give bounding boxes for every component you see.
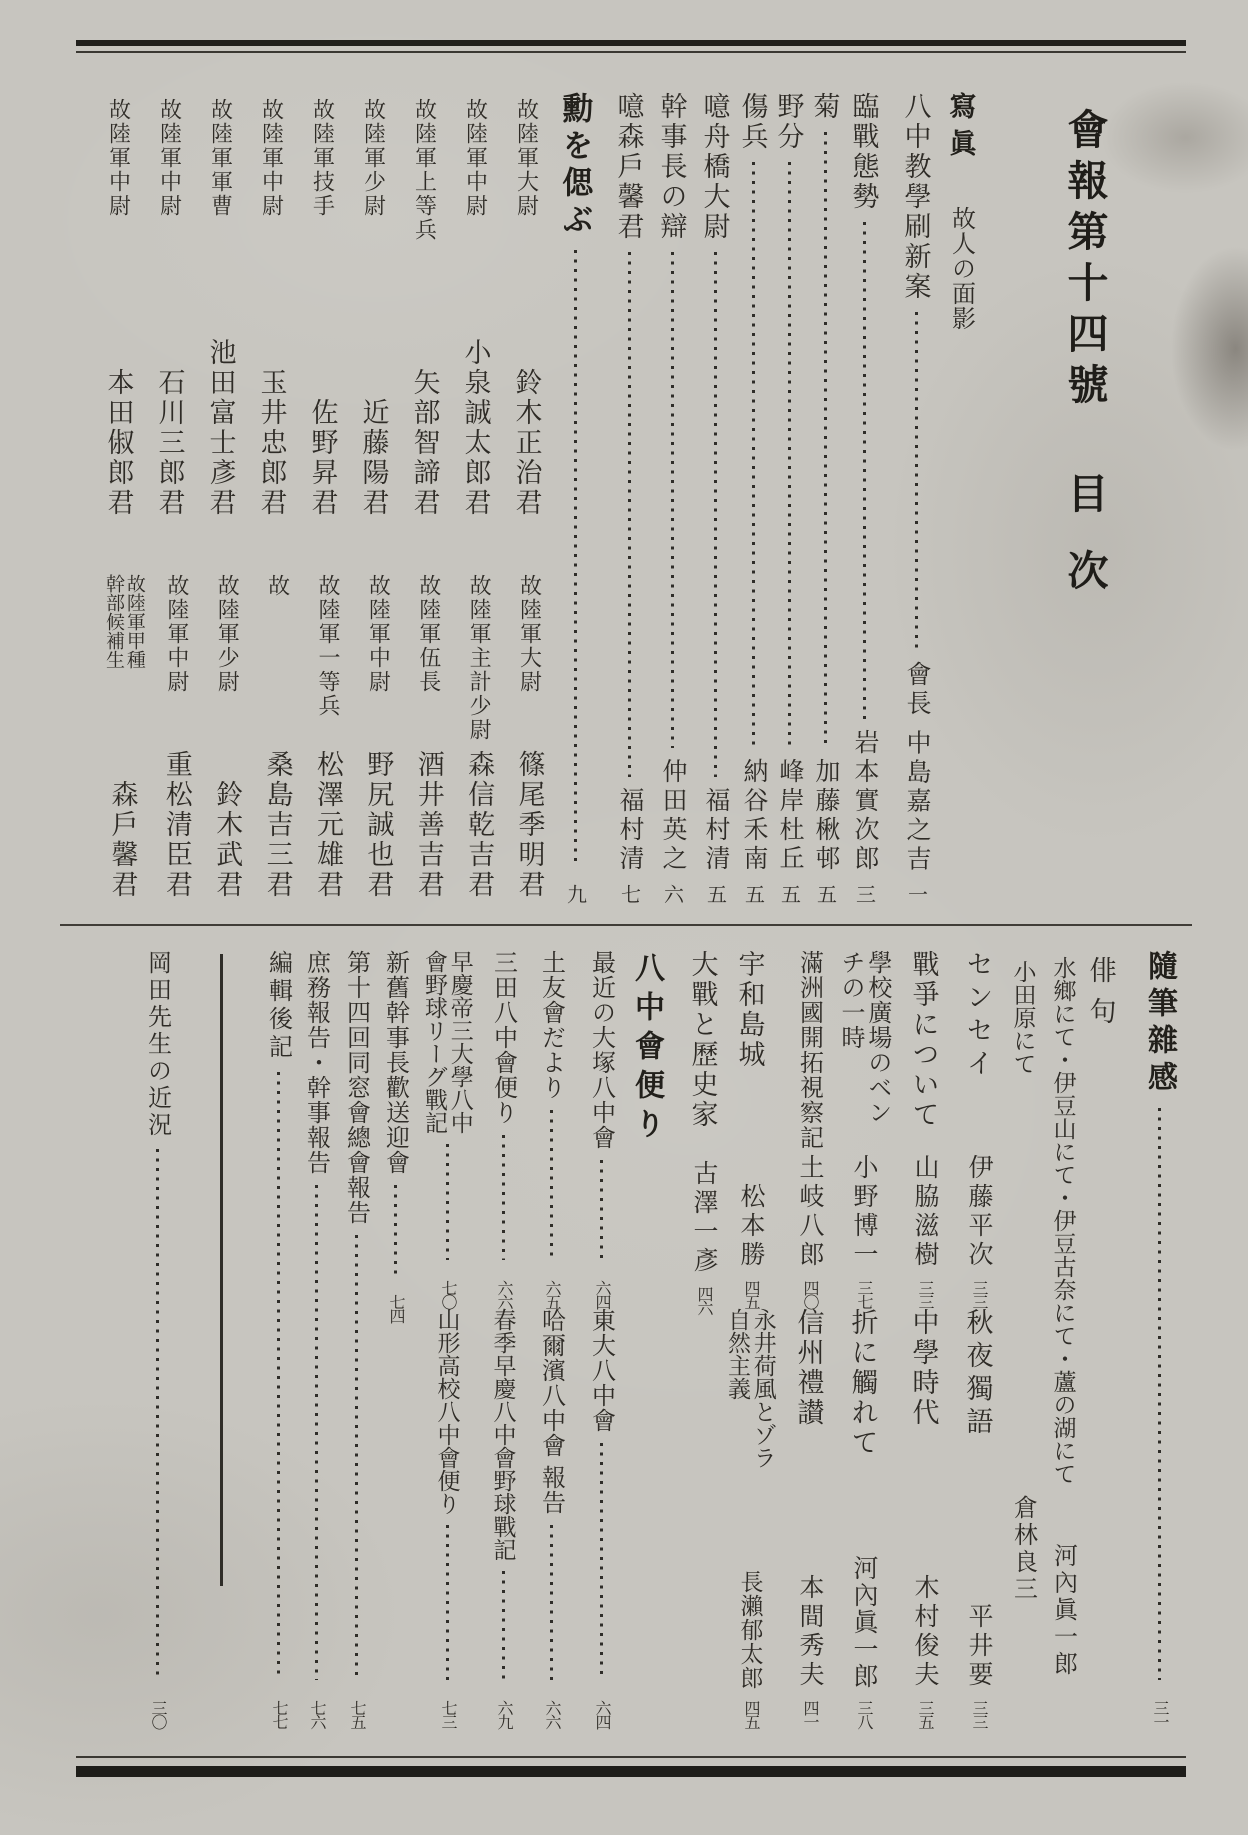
memorial-rank: 故 <box>265 574 291 598</box>
essay-title: 折に觸れて <box>847 1307 878 1458</box>
club-page: 六五 <box>543 1279 560 1308</box>
memorial-rank: 故陸軍一等兵 <box>316 574 341 718</box>
club-page: 六六 <box>495 1279 512 1308</box>
dotted-leader <box>315 1185 318 1680</box>
entry-title: 噫舟橋大尉 <box>699 92 730 242</box>
essay-author: 山脇滋樹 <box>911 1153 938 1270</box>
memorial-rank: 故陸軍伍長 <box>416 574 442 694</box>
toc-entry <box>651 92 693 904</box>
essay-entry-column <box>725 950 776 1728</box>
contents-label: 目次 <box>1061 472 1108 626</box>
memorial-heading-page: 九 <box>563 884 586 904</box>
entry-page: 三 <box>852 884 875 904</box>
entry-title: 幹事長の辯 <box>656 92 687 242</box>
club-title: 新舊幹事長歡送迎會 <box>381 950 408 1175</box>
memorial-rank: 故陸軍中尉 <box>463 98 489 218</box>
memorial-entry <box>155 574 199 900</box>
entry-author: 福村清 <box>616 787 643 874</box>
essay-page: 四〇 <box>801 1279 818 1308</box>
haiku-poem-titles: 水鄉にて・伊豆山にて・伊豆古奈にて・蘆の湖にて <box>1050 956 1076 1485</box>
essay-entry-column <box>903 950 945 1728</box>
memorial-name: 森戶馨君 <box>107 780 138 900</box>
memorial-rank: 故陸軍中尉 <box>157 98 183 218</box>
essay-title: 中學時代 <box>908 1307 939 1428</box>
club-entry-column <box>257 950 299 1728</box>
essay-entry <box>724 1308 776 1728</box>
essay-page: 四五 <box>742 1279 759 1308</box>
dotted-leader <box>1158 1108 1161 1680</box>
memorial-entry <box>301 98 345 518</box>
club-title: 哈爾濱八中會 報告 <box>537 1307 564 1515</box>
dotted-leader <box>752 162 755 748</box>
essay-entry-column <box>787 950 831 1728</box>
essay-entry <box>731 950 770 1308</box>
club-page: 七四 <box>387 1294 404 1322</box>
memorial-name: 重松清臣君 <box>161 750 192 900</box>
essay-page: 三三 <box>970 1700 987 1728</box>
memorial-rank: 故陸軍中尉 <box>106 98 132 218</box>
essay-title: 戰爭について <box>908 950 939 1130</box>
memorial-entry <box>505 98 549 518</box>
memorial-entry <box>307 574 351 900</box>
club-title: 編輯後記 <box>264 950 291 1062</box>
club-entry <box>421 950 473 1308</box>
entry-author: 仲田英之 <box>659 758 686 874</box>
dotted-leader <box>714 252 717 777</box>
club-entry <box>534 950 569 1308</box>
memorial-name: 森信乾吉君 <box>464 750 495 900</box>
club-entry-column <box>295 950 337 1728</box>
memorial-rank: 故陸軍大尉 <box>517 574 543 694</box>
toc-lower-page <box>95 950 1185 1770</box>
essay-page: 四六 <box>695 1286 712 1314</box>
memorial-name: 玉井忠郎君 <box>256 368 287 518</box>
toc-entry <box>843 92 885 904</box>
memorial-entry <box>403 98 447 518</box>
club-section-heading-column <box>621 952 671 1252</box>
club-page: 六六 <box>543 1700 560 1728</box>
club-section-heading: 八中會便り <box>630 952 663 1147</box>
essay-author: 木村俊夫 <box>911 1574 938 1690</box>
entry-title: 臨戰態勢 <box>848 92 879 212</box>
memorial-rank: 故陸軍軍曹 <box>208 98 234 218</box>
club-page: 六九 <box>495 1700 512 1728</box>
haiku-poet2: 倉林良三 <box>1009 1494 1036 1603</box>
essay-entry <box>844 1308 883 1728</box>
club-page: 六四 <box>593 1279 610 1308</box>
photo-caption: 故人の面影 <box>947 206 974 331</box>
photo-label: 寫眞 <box>945 92 976 166</box>
memorial-entry <box>458 574 502 900</box>
entry-page: 五 <box>777 884 800 904</box>
entry-title: 傷兵 <box>737 92 768 152</box>
memorial-entry <box>407 574 451 900</box>
essay-title: 大戰と歷史家 <box>687 950 718 1130</box>
entry-page: 五 <box>813 884 836 904</box>
entry-author: 加藤楸邨 <box>812 758 839 874</box>
club-entry-column <box>335 950 377 1728</box>
essay-author: 松本勝 <box>737 1182 764 1270</box>
essay-entry <box>791 950 827 1308</box>
memorial-rank: 故陸軍主計少尉 <box>467 574 493 742</box>
club-title: 三田八中會便り <box>489 950 516 1125</box>
top-rule-thick <box>76 40 1186 46</box>
memorial-name: 矢部智諦君 <box>409 368 440 518</box>
essay-title: 學校廣場のベン チの一時 <box>837 950 890 1125</box>
club-entry <box>299 950 334 1728</box>
essay-section-heading: 隨筆雜感 <box>1143 950 1176 1098</box>
club-page: 七〇 <box>439 1279 456 1308</box>
essay-author: 平井要 <box>965 1603 992 1690</box>
club-title: 東大八中會 <box>587 1307 614 1433</box>
entry-title: 噫森戶馨君 <box>613 92 644 242</box>
memorial-heading-column <box>547 92 603 904</box>
okada-entry-column <box>135 950 179 1728</box>
memorial-entry <box>256 574 300 900</box>
dotted-leader <box>355 1235 358 1680</box>
journal-title: 會報第十四號 <box>1061 108 1108 414</box>
club-title: 最近の大塚八中會 <box>587 950 614 1150</box>
memorial-entry <box>97 98 141 518</box>
toc-entry <box>769 92 809 904</box>
haiku-label: 俳句 <box>1085 956 1116 1038</box>
memorial-rank: 故陸軍中尉 <box>164 574 190 694</box>
essay-entry <box>905 1308 944 1728</box>
essay-page: 三三 <box>970 1279 987 1308</box>
section-divider-vertical-rule <box>220 954 223 1586</box>
essay-section-page: 三一 <box>1151 1700 1168 1728</box>
memorial-name: 石川三郎君 <box>154 368 185 518</box>
memorial-name: 酒井善吉君 <box>413 750 444 900</box>
essay-author: 長瀨郁太郎 <box>737 1570 763 1690</box>
dotted-leader <box>502 1571 505 1680</box>
club-entry <box>534 1308 569 1728</box>
club-entry <box>339 950 374 1728</box>
club-entry-column <box>373 950 417 1322</box>
memorial-rank: 故陸軍中尉 <box>259 98 285 218</box>
memorial-entry <box>148 98 192 518</box>
entry-title: 菊 <box>809 92 840 122</box>
toc-entry <box>805 92 845 904</box>
entry-title: 八中教學刷新案 <box>900 92 931 302</box>
entry-author: 會長 中島嘉之吉 <box>903 660 930 874</box>
toc-entry <box>733 92 773 904</box>
okada-page: 三〇 <box>149 1700 166 1728</box>
entry-page: 七 <box>617 884 640 904</box>
entry-author: 峰岸杜丘 <box>776 758 803 874</box>
essay-page: 三五 <box>916 1700 933 1728</box>
club-entry <box>261 950 296 1728</box>
okada-title: 岡田先生の近況 <box>143 950 170 1139</box>
essay-title: 信州禮讃 <box>793 1307 824 1428</box>
club-title: 早慶帝三大學八中 會野球リーグ戰記 <box>422 950 473 1134</box>
club-title: 春季早慶八中會野球戰記 <box>490 1307 516 1561</box>
memorial-rank: 故陸軍上等兵 <box>412 98 438 242</box>
dotted-leader <box>628 252 631 777</box>
memorial-rank: 故陸軍甲種 幹部候補生 <box>103 574 145 669</box>
memorial-name: 鈴木正治君 <box>511 368 542 518</box>
essay-title: 永井荷風とゾラ 自然主義 <box>725 1307 776 1469</box>
top-rule-thin <box>76 51 1186 53</box>
club-entry-column <box>529 950 573 1728</box>
toc-upper-page <box>95 86 1185 908</box>
memorial-entry <box>454 98 498 518</box>
journal-title-column <box>1037 108 1133 748</box>
entry-page: 一 <box>904 884 927 904</box>
haiku-label-column <box>1079 956 1123 1126</box>
dotted-leader <box>550 1110 553 1260</box>
memorial-name: 小泉誠太郎君 <box>460 338 491 518</box>
essay-author: 本間秀夫 <box>796 1574 823 1690</box>
essay-author: 小野博一 <box>850 1153 877 1270</box>
memorial-row-2 <box>97 574 552 900</box>
essay-page: 四一 <box>801 1700 818 1728</box>
entry-author: 福村清 <box>702 787 729 874</box>
memorial-name: 池田富士彥君 <box>205 338 236 518</box>
memorial-row-1 <box>97 98 549 518</box>
memorial-name: 近藤陽君 <box>358 398 389 518</box>
club-page: 七五 <box>348 1700 365 1728</box>
club-entry <box>584 1308 619 1728</box>
essay-author: 土岐八郎 <box>796 1153 823 1270</box>
essay-title: 宇和島城 <box>734 950 765 1070</box>
essay-author: 河內眞一郎 <box>850 1555 877 1690</box>
memorial-rank: 故陸軍中尉 <box>366 574 392 694</box>
dotted-leader <box>863 222 866 719</box>
memorial-rank: 故陸軍少尉 <box>215 574 241 694</box>
essay-section-heading-column <box>1133 950 1185 1728</box>
dotted-leader <box>671 252 674 748</box>
memorial-name: 本田俶郎君 <box>103 368 134 518</box>
dotted-leader <box>277 1072 280 1680</box>
entry-page: 五 <box>703 884 726 904</box>
dotted-leader <box>394 1185 397 1274</box>
memorial-name: 篠尾季明君 <box>514 750 545 900</box>
memorial-name: 鈴木武君 <box>212 780 243 900</box>
dotted-leader <box>600 1160 603 1260</box>
club-page: 七七 <box>270 1700 287 1728</box>
haiku-poet: 河內眞一郎 <box>1049 1543 1076 1679</box>
essay-page: 三三 <box>916 1279 933 1308</box>
essay-author: 古澤一彥 <box>690 1160 717 1276</box>
memorial-entry <box>199 98 243 518</box>
club-entry <box>431 1308 464 1728</box>
okada-entry <box>140 950 175 1728</box>
essay-entry <box>959 950 998 1308</box>
entry-title: 野分 <box>773 92 804 152</box>
dotted-leader <box>446 1525 449 1680</box>
club-page: 七六 <box>308 1700 325 1728</box>
dotted-leader <box>824 132 827 748</box>
memorial-entry <box>357 574 401 900</box>
club-title: 庶務報告・幹事報告 <box>302 950 329 1175</box>
dotted-leader <box>446 1144 449 1260</box>
club-title: 山形高校八中會便り <box>434 1307 460 1515</box>
essay-author: 伊藤平次 <box>965 1153 992 1270</box>
memorial-name: 野尻誠也君 <box>363 750 394 900</box>
toc-entry <box>895 92 937 904</box>
essay-page: 三八 <box>855 1700 872 1728</box>
club-title: 第十四回同窓會總會報告 <box>342 950 369 1225</box>
memorial-rank: 故陸軍技手 <box>310 98 336 218</box>
dotted-leader <box>915 312 918 651</box>
club-entry-column <box>579 950 623 1728</box>
memorial-rank: 故陸軍少尉 <box>361 98 387 218</box>
essay-entry-column <box>835 950 891 1728</box>
photo-entry <box>933 92 989 422</box>
entry-page: 六 <box>660 884 683 904</box>
dotted-leader <box>574 250 577 864</box>
essay-title: 滿洲國開拓視察記 <box>795 950 822 1150</box>
memorial-entry <box>97 574 149 900</box>
club-entry-column <box>419 950 475 1728</box>
club-entry <box>378 950 413 1322</box>
club-entry-column <box>481 950 525 1728</box>
memorial-name: 桑島吉三君 <box>262 750 293 900</box>
essay-entry <box>790 1308 829 1728</box>
haiku-poem2-column <box>1003 960 1043 1660</box>
memorial-rank: 故陸軍大尉 <box>514 98 540 218</box>
essay-title: センセイ <box>962 950 993 1082</box>
essay-entry <box>959 1308 998 1728</box>
club-page: 六四 <box>593 1700 610 1728</box>
entry-author: 納谷禾南 <box>740 758 767 874</box>
club-entry <box>584 950 619 1308</box>
club-page: 七三 <box>439 1700 456 1728</box>
entry-author: 岩本實次郎 <box>851 729 878 874</box>
toc-entry <box>608 92 650 904</box>
middle-divider-rule <box>60 924 1192 926</box>
essay-page: 四五 <box>742 1700 759 1728</box>
memorial-entry <box>206 574 250 900</box>
dotted-leader <box>600 1443 603 1680</box>
toc-entry <box>694 92 736 904</box>
memorial-entry <box>508 574 552 900</box>
essay-entry <box>905 950 944 1308</box>
entry-page: 五 <box>741 884 764 904</box>
dotted-leader <box>550 1525 553 1680</box>
haiku-poem2-title: 小田原にて <box>1010 960 1036 1075</box>
memorial-name: 佐野昇君 <box>307 398 338 518</box>
essay-entry-column <box>957 950 999 1728</box>
dotted-leader <box>156 1149 159 1680</box>
dotted-leader <box>788 162 791 748</box>
memorial-heading: 勳を偲ぶ <box>557 92 593 240</box>
memorial-name: 松澤元雄君 <box>313 750 343 900</box>
club-entry <box>486 950 521 1308</box>
memorial-entry <box>352 98 396 518</box>
club-title: 土友會だより <box>537 950 564 1100</box>
memorial-entry <box>250 98 294 518</box>
essay-title: 秋夜獨語 <box>962 1307 993 1440</box>
haiku-poems-column <box>1043 956 1083 1696</box>
essay-page: 三七 <box>855 1279 872 1308</box>
dotted-leader <box>502 1135 505 1260</box>
club-entry <box>487 1308 520 1728</box>
essay-entry-column <box>681 950 725 1314</box>
essay-entry <box>684 950 723 1314</box>
essay-entry <box>836 950 890 1308</box>
